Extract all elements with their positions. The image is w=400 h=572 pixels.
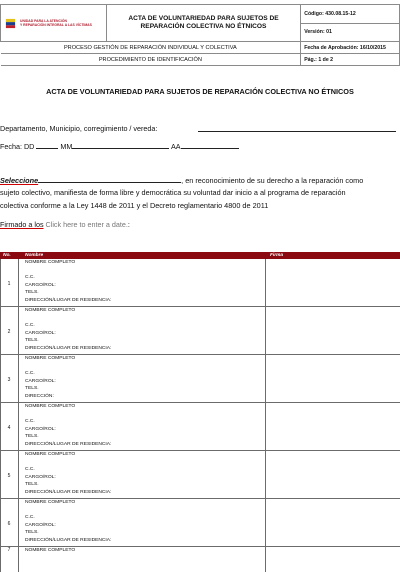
logo-cell [1, 5, 107, 42]
row-field-label: DIRECCIÓN/LUGAR DE RESIDENCIA: [25, 297, 112, 303]
location-line [0, 124, 157, 133]
fecha-aprobacion: Fecha de Aprobación: 16/10/2015 [301, 42, 400, 54]
firmado-line [0, 220, 130, 229]
header-title-line1: ACTA DE VOLUNTARIEDAD PARA SUJETOS DE [128, 14, 279, 22]
row-field-label: CARGO/ROL: [25, 330, 56, 336]
row-field-label: NOMBRE COMPLETO [25, 356, 76, 361]
row-field-label: DIRECCIÓN/LUGAR DE RESIDENCIA: [25, 345, 112, 351]
row-field-label: DIRECCIÓN/LUGAR DE RESIDENCIA: [25, 489, 112, 495]
row-field-label: NOMBRE COMPLETO [25, 452, 76, 457]
table-row [0, 259, 400, 307]
location-input[interactable] [198, 124, 396, 132]
row-field-label: C.C. [25, 275, 35, 280]
signature-field[interactable] [266, 499, 400, 546]
signature-field[interactable] [266, 547, 400, 571]
community-name-input[interactable] [38, 175, 181, 183]
codigo: Código: 430.08.15-12 [301, 5, 400, 24]
row-field-label: CARGO/ROL: [25, 282, 56, 288]
row-field-label: TELS. [25, 386, 39, 391]
header-title [106, 5, 300, 42]
signature-field[interactable] [266, 259, 400, 306]
header-title-line2: REPARACIÓN COLECTIVA NO ÉTNICOS [140, 23, 267, 30]
row-field-label: CARGO/ROL: [25, 522, 56, 528]
date-aa-label: AA [170, 142, 181, 151]
select-dropdown[interactable]: Seleccione [0, 176, 39, 185]
row-field-label: CARGO/ROL: [25, 378, 56, 384]
logo-text-line1: UNIDAD PARA LA ATENCIÓN [20, 19, 67, 23]
row-field-label: NOMBRE COMPLETO [25, 404, 76, 409]
row-number: 1 [7, 281, 11, 287]
date-line [0, 141, 239, 151]
location-label: Departamento, Municipio, corregimiento / vereda: [0, 124, 158, 133]
row-field-label: CARGO/ROL: [25, 426, 56, 432]
table-row [0, 403, 400, 451]
row-field-label: DIRECCIÓN/LUGAR DE RESIDENCIA: [25, 537, 112, 543]
signature-field[interactable] [266, 307, 400, 354]
row-field-label: TELS. [25, 482, 39, 487]
date-picker[interactable]: Click here to enter a date. [45, 220, 128, 229]
signature-field[interactable] [266, 451, 400, 498]
row-field-label: NOMBRE COMPLETO [25, 260, 76, 265]
row-field-label: TELS. [25, 434, 39, 439]
firmado-label: Firmado a los [0, 220, 44, 229]
row-field-label: NOMBRE COMPLETO [25, 548, 76, 553]
table-row [0, 451, 400, 499]
row-number: 4 [7, 425, 11, 431]
row-number: 6 [7, 521, 11, 527]
row-field-label: NOMBRE COMPLETO [25, 308, 76, 313]
row-field-label: C.C. [25, 467, 35, 472]
signature-field[interactable] [266, 403, 400, 450]
year-input[interactable] [181, 141, 239, 149]
row-field-label: CARGO/ROL: [25, 474, 56, 480]
colombia-coat-of-arms-icon [5, 18, 16, 29]
row-number: 7 [7, 547, 11, 553]
table-row [0, 307, 400, 355]
logo-text-line2: Y REPARACIÓN INTEGRAL A LAS VÍCTIMAS [20, 23, 92, 27]
row-number: 3 [7, 377, 11, 383]
col-header-no: No. [3, 253, 11, 258]
row-field-label: C.C. [25, 515, 35, 520]
row-number: 5 [7, 473, 11, 479]
row-field-label: NOMBRE COMPLETO [25, 500, 76, 505]
paragraph-text-1: , en reconocimiento de su derecho a la reparación como [181, 176, 364, 185]
day-input[interactable] [36, 141, 58, 149]
row-field-label: C.C. [25, 371, 35, 376]
month-input[interactable] [72, 141, 169, 149]
signature-table-header [0, 252, 400, 259]
page-number: Pág.: 1 de 2 [301, 54, 400, 66]
table-row [0, 547, 400, 571]
row-number: 2 [7, 329, 11, 335]
paragraph-line3: colectiva conforme a la Ley 1448 de 2011 y el Decreto reglamentario 4800 de 2011 [0, 201, 269, 210]
paragraph-line1 [0, 175, 363, 185]
procedure-name: PROCEDIMIENTO DE IDENTIFICACIÓN [1, 54, 301, 66]
version: Versión: 01 [301, 23, 400, 42]
signature-field[interactable] [266, 355, 400, 402]
row-field-label: TELS. [25, 338, 39, 343]
document-header [0, 4, 400, 63]
col-header-firma: Firma [270, 253, 284, 258]
paragraph-line2: sujeto colectivo, manifiesta de forma libre y democrática su voluntad dar inicio a al programa de reparación [0, 188, 346, 197]
process-name: PROCESO GESTIÓN DE REPARACIÓN INDIVIDUAL Y COLECTIVA [1, 42, 301, 54]
table-row [0, 355, 400, 403]
date-mm-label: MM [60, 142, 73, 151]
document-title: ACTA DE VOLUNTARIEDAD PARA SUJETOS DE REPARACIÓN COLECTIVA NO ÉTNICOS [46, 87, 354, 96]
row-field-label: C.C. [25, 419, 35, 424]
date-dd-label: Fecha: DD [0, 142, 35, 151]
row-field-label: TELS. [25, 290, 39, 295]
row-field-label: C.C. [25, 323, 35, 328]
row-field-label: DIRECCIÓN/LUGAR DE RESIDENCIA: [25, 441, 112, 447]
row-field-label: TELS. [25, 530, 39, 535]
firmado-colon: : [127, 220, 130, 229]
col-header-nombre: Nombre [25, 253, 44, 258]
table-row [0, 499, 400, 547]
row-field-label: DIRECCIÓN: [25, 393, 54, 399]
